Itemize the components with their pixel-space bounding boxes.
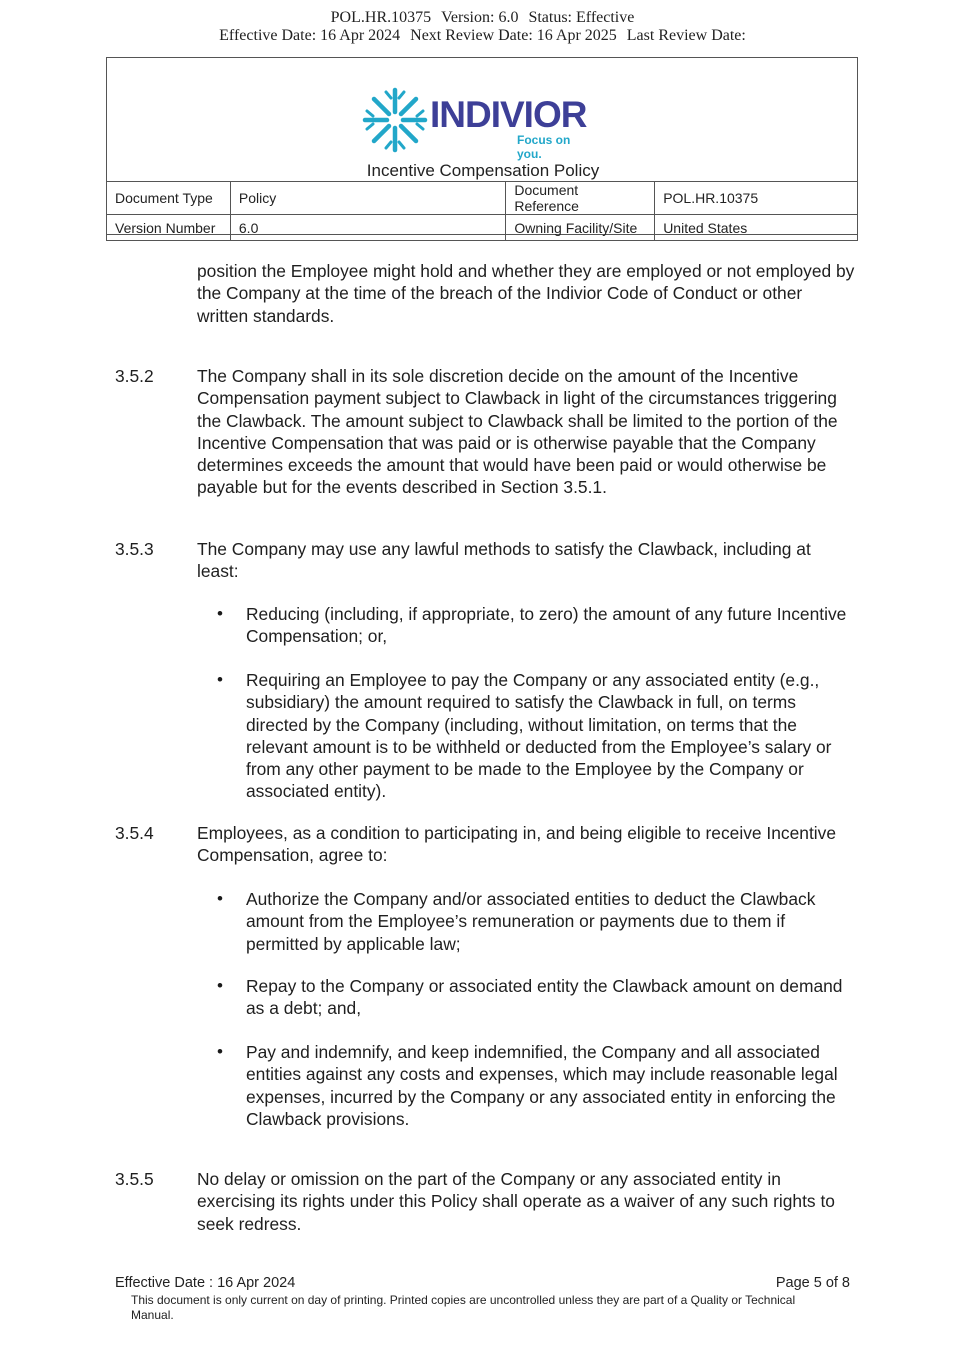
doc-type-label: Document Type <box>107 182 231 215</box>
bullet-item: Authorize the Company and/or associated entities to deduct the Clawback amount from the Employee’s remuneration or payments due to them if permitted by applicable law; <box>246 889 816 954</box>
section-text: Employees, as a condition to participating in, and being eligible to receive Incentive Compensation, agree to: <box>197 823 837 866</box>
effective-date: Effective Date: 16 Apr 2024 <box>219 27 401 44</box>
document-info-box <box>106 57 858 235</box>
document-meta-table <box>106 181 858 241</box>
section-number: 3.5.2 <box>115 366 154 386</box>
section-text: The Company may use any lawful methods to satisfy the Clawback, including at least: <box>197 539 811 582</box>
section-text: No delay or omission on the part of the Company or any associated entity in exercising its rights under this Policy shall operate as a waiver of any such rights to seek redress. <box>197 1169 835 1234</box>
next-review-date: Next Review Date: 16 Apr 2025 <box>410 27 617 44</box>
policy-code: POL.HR.10375 <box>330 9 432 26</box>
indivior-logo <box>362 85 592 161</box>
meta-row <box>107 215 858 241</box>
bullet-item: Pay and indemnify, and keep indemnified, the Company and all associated entities against any costs and expenses, which may include reasonable legal expenses, incurred by the Company or any associated entity in enforcing the Clawback provisions. <box>246 1042 838 1129</box>
footer-page-number: Page 5 of 8 <box>775 1275 850 1291</box>
footer-effective-date: Effective Date : 16 Apr 2024 <box>115 1275 296 1291</box>
logo-tagline: Focus on you. <box>517 133 571 161</box>
bullet-icon: • <box>217 976 223 995</box>
policy-title: Incentive Compensation Policy <box>366 161 600 180</box>
version-number-label: Version Number <box>107 215 231 241</box>
version-number-value: 6.0 <box>230 215 505 241</box>
bullet-icon: • <box>217 670 223 689</box>
meta-row <box>107 182 858 215</box>
section-text: The Company shall in its sole discretion decide on the amount of the Incentive Compensation payment subject to Clawback in light of the circumstances triggering the Clawback. The amount subject to Clawback shall be limited to the portion of the Incentive Compensation that was paid or is otherwise payable that the Company determines exceeds the amount that would have been paid or would otherwise be payable but for the events described in Section 3.5.1. <box>197 366 838 498</box>
status-label: Status: Effective <box>528 9 635 26</box>
bullet-item: Repay to the Company or associated entity the Clawback amount on demand as a debt; and, <box>246 976 843 1019</box>
section-number: 3.5.3 <box>115 539 154 559</box>
owning-site-value: United States <box>655 215 858 241</box>
continued-paragraph: position the Employee might hold and whether they are employed or not employed by the Company at the time of the breach of the Indivior Code of Conduct or other written standards. <box>197 261 855 326</box>
doc-ref-value: POL.HR.10375 <box>655 182 858 215</box>
footer-disclaimer: This document is only current on day of printing. Printed copies are uncontrolled unless they are part of a Quality or Technical Manual. <box>131 1293 796 1322</box>
bullet-icon: • <box>217 1042 223 1061</box>
owning-site-label: Owning Facility/Site <box>506 215 655 241</box>
last-review-date: Last Review Date: <box>626 27 746 44</box>
doc-ref-label: Document Reference <box>506 182 655 215</box>
bullet-item: Reducing (including, if appropriate, to zero) the amount of any future Incentive Compensation; or, <box>246 604 847 647</box>
bullet-icon: • <box>217 889 223 908</box>
bullet-item: Requiring an Employee to pay the Company or any associated entity (e.g., subsidiary) the amount required to satisfy the Clawback in full, on terms directed by the Company (including, without limitation, on terms that the relevant amount is to be withheld or deducted from the Employee’s salary or from any other payment to be made to the Employee by the Company or associated entity). <box>246 670 832 802</box>
doc-type-value: Policy <box>230 182 505 215</box>
version-label: Version: 6.0 <box>441 9 519 26</box>
starburst-logo-icon <box>362 87 428 153</box>
bullet-icon: • <box>217 604 223 623</box>
document-header <box>0 9 965 45</box>
section-number: 3.5.4 <box>115 823 154 843</box>
section-number: 3.5.5 <box>115 1169 154 1189</box>
logo-wordmark: INDIVIOR <box>430 94 587 135</box>
